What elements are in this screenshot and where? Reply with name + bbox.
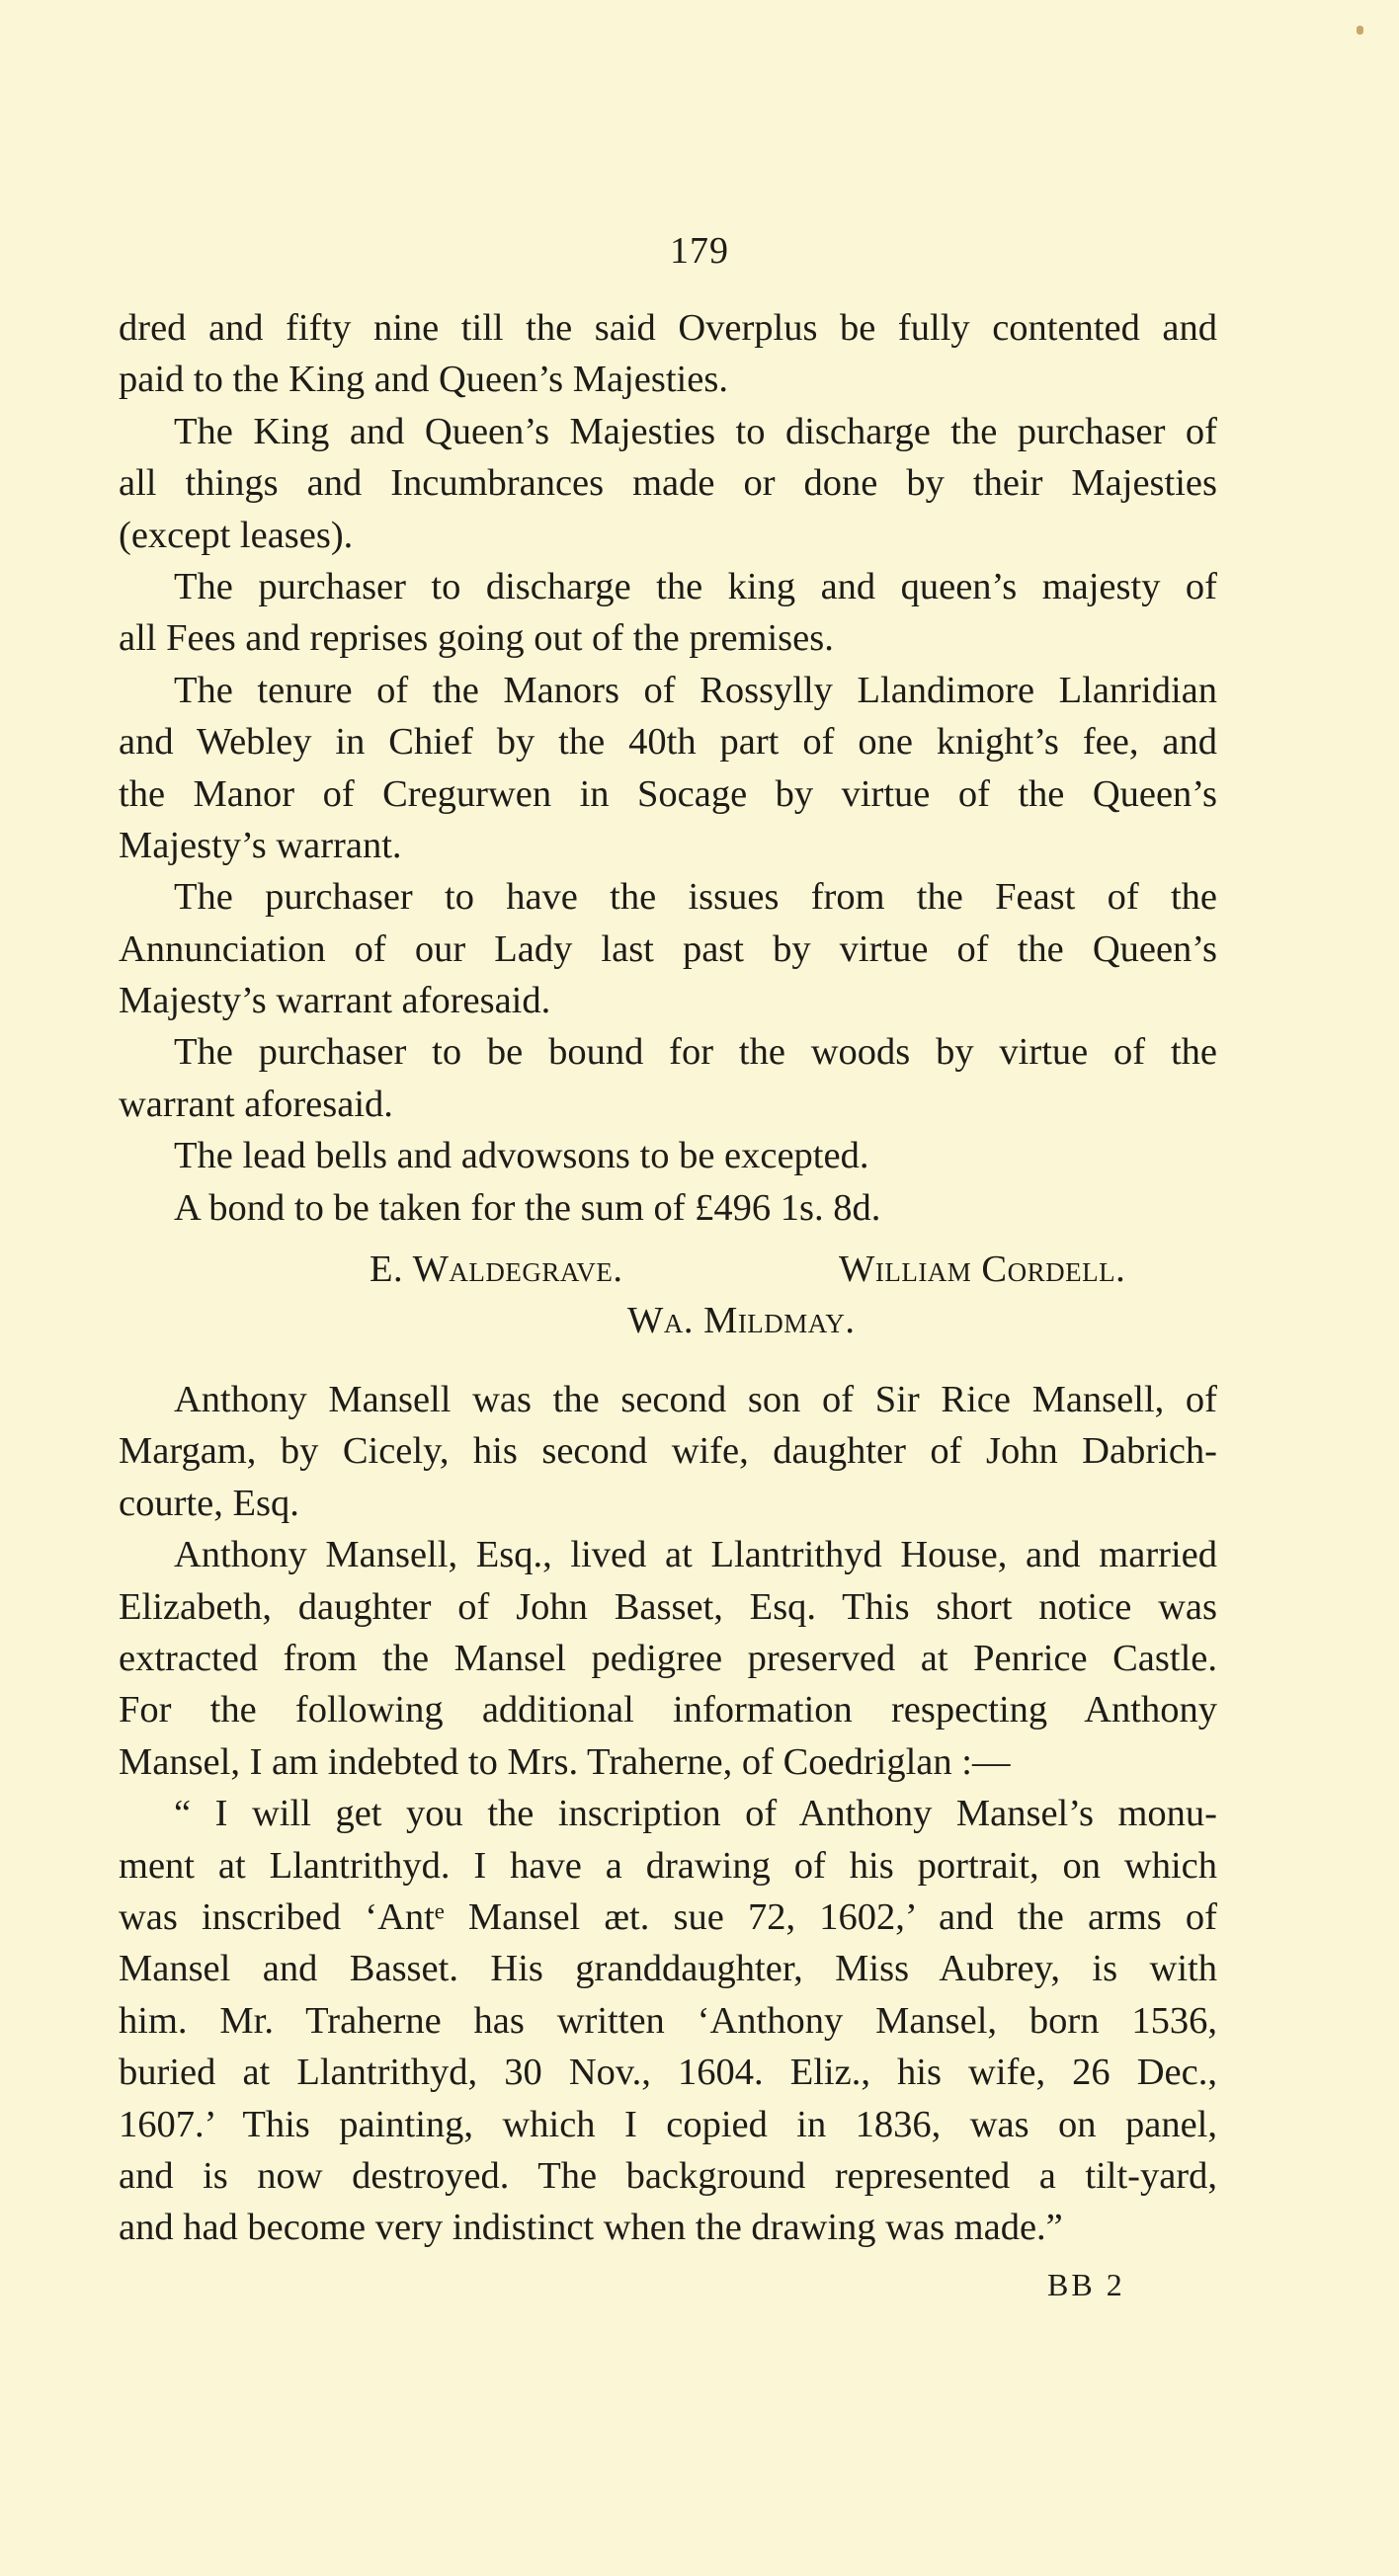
text-line: The lead bells and advowsons to be excepted. (174, 1135, 869, 1177)
text-line: Majesty’s warrant aforesaid. (119, 980, 551, 1022)
text-line: The purchaser to be bound for the woods by virtue of the (174, 1031, 1217, 1074)
text-line: dred and fifty nine till the said Overplus be fully contented and (119, 307, 1217, 349)
text-line: The tenure of the Manors of Rossylly Llandimore Llanridian (174, 669, 1217, 711)
signatory-mildmay: Wa. Mildmay. (627, 1300, 856, 1342)
signatory-cordell: William Cordell. (839, 1248, 1126, 1291)
text-line: Mansel and Basset. His granddaughter, Miss Aubrey, is with (119, 1948, 1217, 1990)
signatories-row (119, 1295, 1217, 1346)
signatory-waldegrave: E. Waldegrave. (370, 1248, 623, 1291)
text-line: extracted from the Mansel pedigree preserved at Penrice Castle. (119, 1637, 1217, 1679)
text-line: Mansel, I am indebted to Mrs. Traherne, of Coedriglan :— (119, 1740, 1011, 1783)
text-line: paid to the King and Queen’s Majesties. (119, 359, 728, 401)
text-line: and Webley in Chief by the 40th part of one knight’s fee, and (119, 721, 1217, 764)
text-line: Margam, by Cicely, his second wife, daughter of John Dabrich- (119, 1430, 1217, 1473)
ink-speck (1357, 26, 1363, 35)
text-line: The purchaser to have the issues from the Feast of the (174, 876, 1217, 919)
text-line: For the following additional information respecting Anthony (119, 1689, 1217, 1731)
text-line: (except leases). (119, 514, 354, 556)
text-line: ment at Llantrithyd. I have a drawing of his portrait, on which (119, 1844, 1217, 1887)
text-line: The King and Queen’s Majesties to discharge the purchaser of (174, 410, 1217, 452)
text-line: buried at Llantrithyd, 30 Nov., 1604. Eliz., his wife, 26 Dec., (119, 2052, 1217, 2094)
text-line: Anthony Mansell, Esq., lived at Llantrithyd House, and married (174, 1534, 1217, 1576)
page-number: 179 (670, 230, 729, 272)
text-line: A bond to be taken for the sum of £496 1s. 8d. (174, 1186, 881, 1229)
text-line: Anthony Mansell was the second son of Sir Rice Mansell, of (174, 1379, 1217, 1421)
text-line: and had become very indistinct when the drawing was made.” (119, 2207, 1063, 2249)
text-line: him. Mr. Traherne has written ‘Anthony Mansel, born 1536, (119, 1999, 1217, 2042)
text-line: courte, Esq. (119, 1482, 299, 1524)
printer-signature-mark: BB 2 (1047, 2267, 1125, 2302)
text-line: was inscribed ‘Antᵉ Mansel æt. sue 72, 1602,’ and the arms of (119, 1895, 1217, 1938)
text-line: all Fees and reprises going out of the premises. (119, 617, 834, 660)
text-line: Majesty’s warrant. (119, 824, 402, 866)
text-line: 1607.’ This painting, which I copied in 1836, was on panel, (119, 2103, 1217, 2145)
text-line: Elizabeth, daughter of John Basset, Esq. This short notice was (119, 1585, 1217, 1628)
signatories-row (119, 1244, 1217, 1295)
text-line: and is now destroyed. The background represented a tilt-yard, (119, 2154, 1217, 2197)
text-line: all things and Incumbrances made or done by their Majesties (119, 462, 1217, 505)
text-line: warrant aforesaid. (119, 1083, 393, 1125)
body-text (119, 302, 1217, 2254)
text-line: “ I will get you the inscription of Anthony Mansel’s monu- (174, 1793, 1217, 1835)
text-line: The purchaser to discharge the king and queen’s majesty of (174, 565, 1217, 607)
text-line: the Manor of Cregurwen in Socage by virtue of the Queen’s (119, 772, 1217, 815)
text-line: Annunciation of our Lady last past by virtue of the Queen’s (119, 927, 1217, 970)
